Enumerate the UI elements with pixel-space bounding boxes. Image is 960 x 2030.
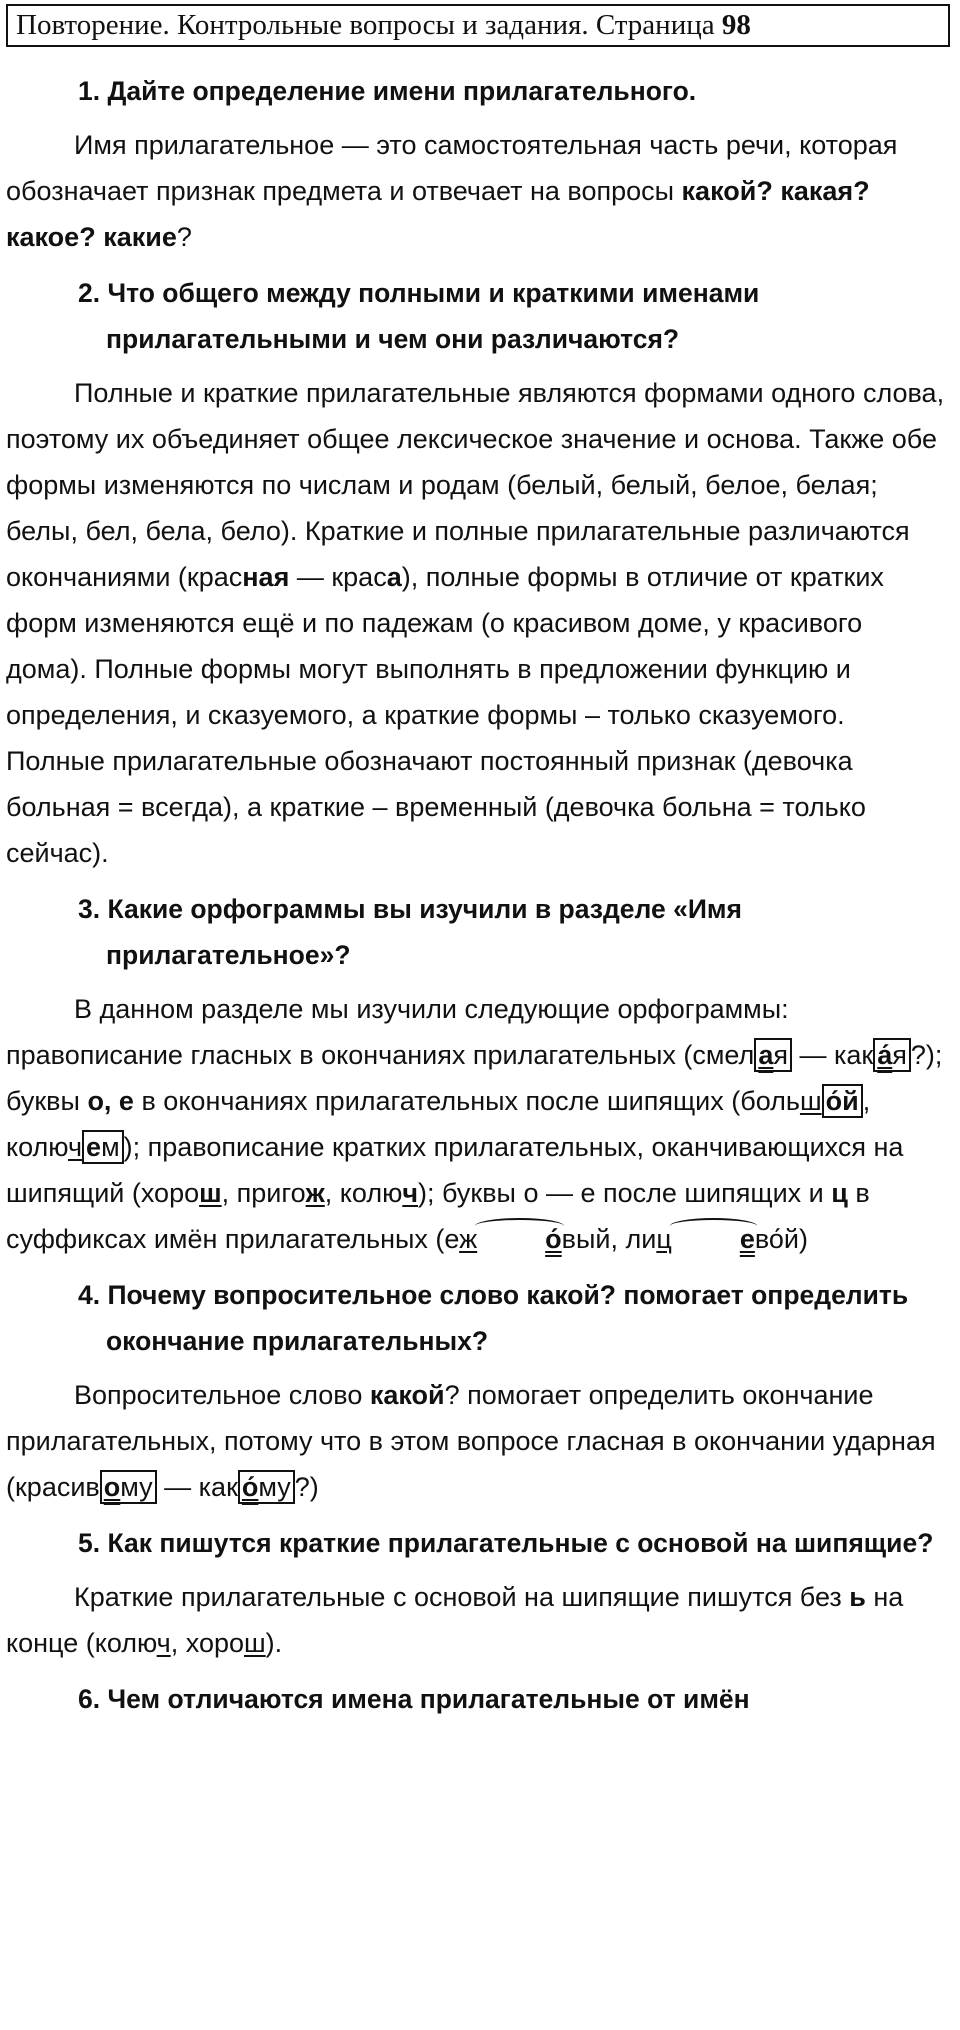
page-header: [6, 4, 950, 47]
text-run: — крас: [289, 562, 387, 592]
text-run: ная: [242, 562, 290, 592]
text-run: ш: [244, 1628, 266, 1658]
text-run: м: [101, 1132, 120, 1162]
text-run: на конце (колю: [6, 1582, 904, 1658]
text-run: ч: [156, 1628, 171, 1658]
answer-1: [6, 122, 950, 260]
text-run: вый, ли: [561, 1224, 657, 1254]
text-run: Краткие прилагательные с основой на шипящие пишутся без: [74, 1582, 850, 1612]
question-6: 6. Чем отличаются имена прилагательные от имён: [78, 1684, 750, 1714]
text-run: ? помогает определить окончание прилагательных, потому что в этом вопросе гласная в окончании ударная (красив: [6, 1380, 936, 1502]
answer-5: [6, 1574, 950, 1666]
text-run: я: [773, 1040, 788, 1070]
text-run: во́й): [754, 1224, 808, 1254]
suffix-arc: е: [672, 1216, 755, 1262]
text-run: ч: [67, 1132, 83, 1162]
text-run: Имя прилагательное — это самостоятельная часть речи, которая обозначает признак предмета и отвечает на вопросы: [6, 130, 898, 206]
question-1: 1. Дайте определение имени прилагательного.: [78, 76, 697, 106]
question-4: 4. Почему вопросительное слово какой? помогает определить окончание прилагательных?: [78, 1280, 909, 1356]
text-run: ж: [459, 1224, 478, 1254]
text-run: е: [86, 1132, 102, 1162]
answer-4: [6, 1372, 950, 1510]
text-run: а: [386, 562, 402, 592]
text-run: а́: [877, 1040, 893, 1070]
text-run: какой: [369, 1380, 445, 1410]
text-run: Вопросительное слово: [74, 1380, 370, 1410]
text-run: ц: [831, 1178, 848, 1208]
text-run: какой? какая? какое? какие: [6, 176, 870, 252]
ending-box: [100, 1470, 157, 1504]
text-run: я: [892, 1040, 907, 1070]
text-run: ?); буквы: [6, 1040, 943, 1116]
text-run: о, е: [87, 1086, 134, 1116]
ending-box: [82, 1130, 124, 1164]
text-run: ?): [294, 1472, 319, 1502]
text-run: ь: [849, 1582, 866, 1612]
ending-box: о́й: [822, 1084, 863, 1118]
text-run: , колю: [6, 1086, 871, 1162]
question-2: 2. Что общего между полными и краткими именами прилагательными и чем они различаются?: [78, 278, 760, 354]
text-run: в окончаниях прилагательных после шипящих (боль: [133, 1086, 800, 1116]
text-run: , хоро: [170, 1628, 244, 1658]
header-page-number: 98: [721, 9, 751, 41]
answer-2: [6, 370, 950, 876]
text-run: ж: [305, 1178, 325, 1208]
text-run: ); правописание кратких прилагательных, оканчивающихся на шипящий (хоро: [6, 1132, 904, 1208]
text-run: ш: [199, 1178, 222, 1208]
text-run: , приго: [221, 1178, 306, 1208]
ending-box: [873, 1038, 911, 1072]
text-run: ), полные формы в отличие от кратких форм изменяются ещё и по падежам (о красивом доме, у красивого дома). Полные формы могут выполнять в предложении функцию и определения, и сказуемого, а краткие формы – только сказуемого. Полные прилагательные обозначают постоянный признак (девочка больная = всегда), а краткие – временный (девочка больна = только сейчас).: [6, 562, 884, 868]
text-run: о́: [241, 1472, 259, 1502]
text-run: В данном разделе мы изучили следующие орфограммы: правописание гласных в окончаниях прилагательных (смел: [6, 994, 789, 1070]
ending-box: [754, 1038, 792, 1072]
question-5: 5. Как пишутся краткие прилагательные с основой на шипящие?: [78, 1528, 934, 1558]
text-run: ?: [176, 222, 192, 252]
text-run: ч: [402, 1178, 419, 1208]
header-title: Повторение. Контрольные вопросы и задания. Страница: [16, 9, 715, 41]
document-body: [6, 68, 950, 1722]
answer-3: [6, 986, 950, 1262]
text-run: Полные и краткие прилагательные являются формами одного слова, поэтому их объединяет общее лексическое значение и основа. Также обе формы изменяются по числам и родам (белый, белый, белое, белая; белы, бел, бела, бело). Краткие и полные прилагательные различаются окончаниями (крас: [6, 378, 945, 592]
suffix-arc: о́: [477, 1216, 562, 1262]
text-run: — как: [791, 1040, 874, 1070]
text-run: — как: [156, 1472, 238, 1502]
text-run: о: [103, 1472, 121, 1502]
ending-box: [238, 1470, 295, 1504]
text-run: а: [758, 1040, 774, 1070]
question-3: 3. Какие орфограммы вы изучили в разделе «Имя прилагательное»?: [78, 894, 742, 970]
text-run: ).: [265, 1628, 283, 1658]
text-run: в суффиксах имён прилагательных (е: [6, 1178, 870, 1254]
text-run: ); буквы о — е после шипящих и: [418, 1178, 832, 1208]
text-run: ц: [656, 1224, 672, 1254]
text-run: , колю: [324, 1178, 403, 1208]
text-run: му: [258, 1472, 291, 1502]
text-run: ш: [799, 1086, 822, 1116]
text-run: му: [120, 1472, 153, 1502]
